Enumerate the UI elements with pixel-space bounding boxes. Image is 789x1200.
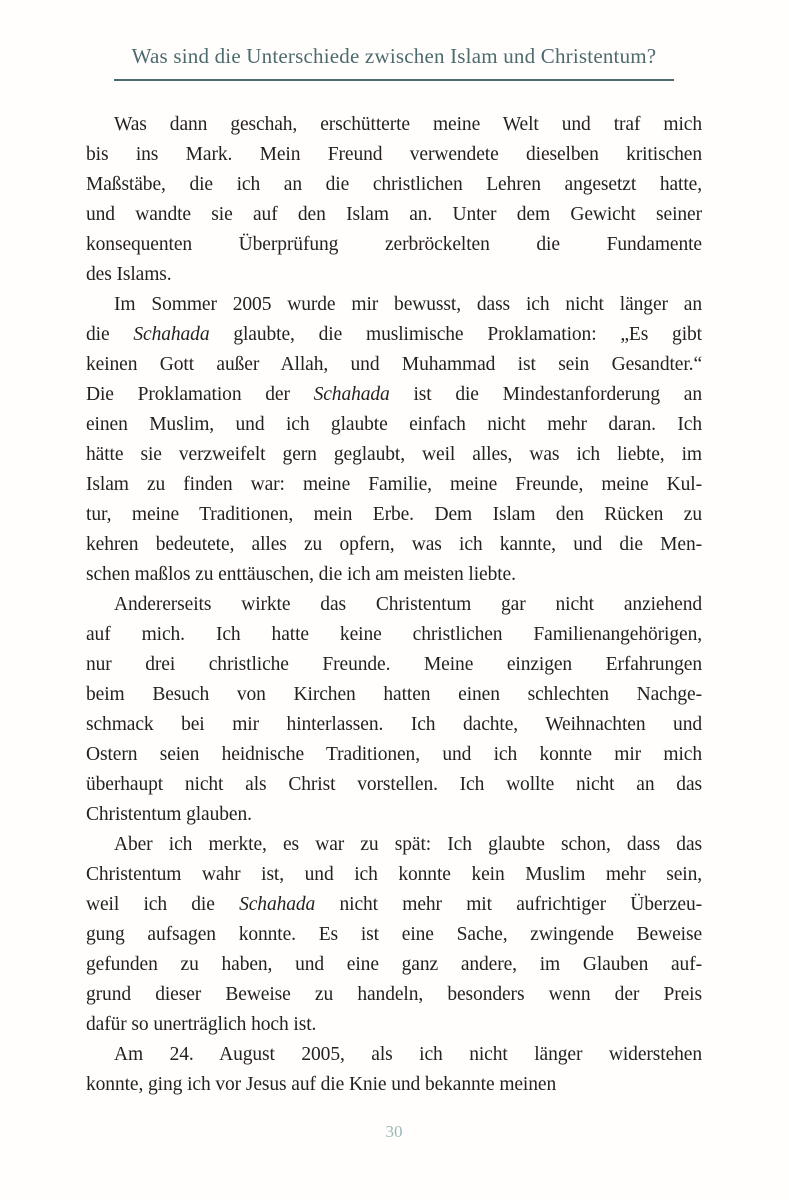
text-line: Christentum wahr ist, und ich konnte kein Muslim mehr sein, <box>86 864 702 885</box>
text-line: schmack bei mir hinterlassen. Ich dachte, Weihnachten und <box>86 714 702 735</box>
text-line: überhaupt nicht als Christ vorstellen. Ich wollte nicht an das <box>86 774 702 795</box>
body-text <box>86 110 702 1100</box>
text-line: weil ich die Schahada nicht mehr mit aufrichtiger Überzeu- <box>86 894 702 915</box>
text-line: konnte, ging ich vor Jesus auf die Knie und bekannte meinen <box>86 1074 557 1095</box>
text-line: hätte sie verzweifelt gern geglaubt, weil alles, was ich liebte, im <box>86 444 702 465</box>
text-line: Ostern seien heidnische Traditionen, und ich konnte mir mich <box>86 744 702 765</box>
text-line: grund dieser Beweise zu handeln, besonders wenn der Preis <box>86 984 702 1005</box>
paragraph <box>86 1040 702 1100</box>
text-line: einen Muslim, und ich glaubte einfach nicht mehr daran. Ich <box>86 414 702 435</box>
text-line: Was dann geschah, erschütterte meine Welt und traf mich <box>114 114 702 135</box>
page-footer <box>86 1122 702 1142</box>
text-line: tur, meine Traditionen, mein Erbe. Dem Islam den Rücken zu <box>86 504 702 525</box>
running-header <box>86 42 702 81</box>
paragraph <box>86 590 702 830</box>
text-line: Aber ich merkte, es war zu spät: Ich glaubte schon, dass das <box>114 834 702 855</box>
text-line: Die Proklamation der Schahada ist die Mindestanforderung an <box>86 384 702 405</box>
text-line: dafür so unerträglich hoch ist. <box>86 1014 317 1035</box>
paragraph <box>86 110 702 290</box>
text-line: gung aufsagen konnte. Es ist eine Sache, zwingende Beweise <box>86 924 702 945</box>
text-line: bis ins Mark. Mein Freund verwendete dieselben kritischen <box>86 144 702 165</box>
text-line: die Schahada glaubte, die muslimische Proklamation: „Es gibt <box>86 324 702 345</box>
text-line: Islam zu finden war: meine Familie, meine Freunde, meine Kul- <box>86 474 702 495</box>
text-line: keinen Gott außer Allah, und Muhammad ist sein Gesandter.“ <box>86 354 702 375</box>
text-line: Im Sommer 2005 wurde mir bewusst, dass ich nicht länger an <box>114 294 702 315</box>
text-line: Christentum glauben. <box>86 804 252 825</box>
text-line: beim Besuch von Kirchen hatten einen schlechten Nachge- <box>86 684 702 705</box>
text-line: schen maßlos zu enttäuschen, die ich am meisten liebte. <box>86 564 516 585</box>
page-number: 30 <box>385 1122 403 1141</box>
text-line: des Islams. <box>86 264 172 285</box>
paragraph <box>86 830 702 1040</box>
text-line: und wandte sie auf den Islam an. Unter dem Gewicht seiner <box>86 204 702 225</box>
text-line: auf mich. Ich hatte keine christlichen Familienangehörigen, <box>86 624 702 645</box>
header-divider <box>114 79 674 81</box>
page-title: Was sind die Unterschiede zwischen Islam und Christentum? <box>131 44 657 68</box>
text-line: kehren bedeutete, alles zu opfern, was ich kannte, und die Men- <box>86 534 702 555</box>
text-line: gefunden zu haben, und eine ganz andere, im Glauben auf- <box>86 954 702 975</box>
text-line: Andererseits wirkte das Christentum gar nicht anziehend <box>114 594 702 615</box>
text-line: konsequenten Überprüfung zerbröckelten die Fundamente <box>86 234 702 255</box>
text-line: nur drei christliche Freunde. Meine einzigen Erfahrungen <box>86 654 702 675</box>
text-line: Am 24. August 2005, als ich nicht länger widerstehen <box>114 1044 702 1065</box>
paragraph <box>86 290 702 590</box>
text-line: Maßstäbe, die ich an die christlichen Lehren angesetzt hatte, <box>86 174 702 195</box>
